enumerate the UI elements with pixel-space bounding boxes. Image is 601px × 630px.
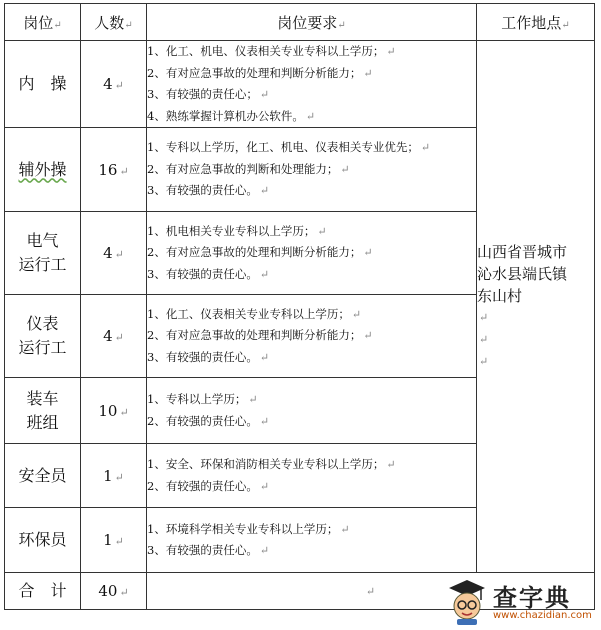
position-name: 运行工 (18, 255, 67, 274)
position-cell (5, 128, 81, 212)
requirements-cell (147, 295, 477, 378)
requirement-line: 2、有对应急事故的处理和判断分析能力； ↵ (147, 245, 373, 260)
requirement-line: 1、专科以上学历； ↵ (147, 392, 258, 406)
count-cell: 1 ↵ (81, 508, 147, 573)
table-row (5, 41, 595, 128)
requirement-line: 2、有较强的责任心。 ↵ (147, 413, 270, 428)
location-line: 东山村 (477, 286, 523, 305)
watermark-url: www.chazidian.com (493, 610, 592, 621)
scholar-mascot-icon (445, 576, 489, 626)
position-cell (5, 41, 81, 128)
requirement-line: 3、有较强的责任心。 ↵ (147, 349, 270, 364)
position-name: 环保员 (18, 530, 67, 549)
position-cell (5, 378, 81, 444)
count-cell: 4 ↵ (81, 295, 147, 378)
total-count: 40 ↵ (81, 573, 147, 610)
requirements-cell (147, 128, 477, 212)
position-name: 安全员 (18, 465, 67, 485)
location-line: 山西省晋城市 (477, 242, 568, 261)
requirements-cell (147, 212, 477, 295)
requirement-line: 1、专科以上学历，化工、机电、仪表相关专业优先； ↵ (147, 140, 431, 155)
requirements-cell (147, 41, 477, 128)
jobs-table (4, 3, 595, 610)
total-label: 合 计 (5, 573, 81, 610)
position-name: 内 操 (18, 74, 67, 93)
requirement-line: 1、化工、仪表相关专业专科以上学历； ↵ (147, 306, 362, 321)
location-line: 沁水县端氏镇 (477, 264, 568, 283)
count-cell: 10 ↵ (81, 378, 147, 444)
requirement-line: 1、机电相关专业专科以上学历； ↵ (147, 223, 327, 238)
requirement-line: 2、有对应急事故的处理和判断分析能力； ↵ (147, 328, 373, 343)
position-cell (5, 444, 81, 508)
position-name: 仪表 (26, 314, 59, 333)
count-cell: 16 ↵ (81, 128, 147, 212)
count-cell: 4 ↵ (81, 212, 147, 295)
requirement-line: 3、有较强的责任心。 ↵ (147, 266, 270, 281)
position-cell (5, 295, 81, 378)
requirement-line: 3、有较强的责任心； ↵ (147, 87, 270, 101)
header-position: 岗位↵ (5, 4, 81, 41)
position-name: 电气 (26, 231, 59, 250)
position-cell (5, 212, 81, 295)
chazidian-watermark (445, 576, 595, 628)
count-cell: 1 ↵ (81, 444, 147, 508)
requirement-line: 2、有对应急事故的判断和处理能力； ↵ (147, 161, 350, 176)
count-cell: 4 ↵ (81, 41, 147, 128)
position-name: 辅外操 (18, 159, 67, 179)
requirement-line: 1、化工、机电、仪表相关专业专科以上学历； ↵ (147, 44, 396, 58)
requirement-line: 3、有较强的责任心。 ↵ (147, 543, 270, 557)
header-location: 工作地点↵ (477, 4, 595, 41)
requirements-cell (147, 378, 477, 444)
position-cell (5, 508, 81, 573)
requirement-line: 2、有较强的责任心。 ↵ (147, 478, 270, 493)
position-name: 班组 (26, 412, 59, 432)
location-cell: 山西省晋城市 沁水县端氏镇 东山村 ↵ ↵ ↵ (477, 41, 595, 573)
requirements-cell (147, 444, 477, 508)
header-row (5, 4, 595, 41)
watermark-title: 查字典 (493, 584, 571, 612)
requirements-cell (147, 508, 477, 573)
position-name: 运行工 (18, 338, 67, 357)
requirement-line: 2、有对应急事故的处理和判断分析能力； ↵ (147, 65, 373, 80)
requirement-line: 3、有较强的责任心。 ↵ (147, 183, 270, 198)
requirement-line: 1、安全、环保和消防相关专业专科以上学历； ↵ (147, 457, 396, 471)
position-name: 装车 (26, 388, 59, 408)
requirement-line: 4、熟练掌握计算机办公软件。 ↵ (147, 108, 316, 123)
total-empty-cell: ↵ (147, 573, 595, 610)
header-requirements: 岗位要求↵ (147, 4, 477, 41)
header-count: 人数↵ (81, 4, 147, 41)
requirement-line: 1、环境科学相关专业专科以上学历； ↵ (147, 521, 350, 536)
